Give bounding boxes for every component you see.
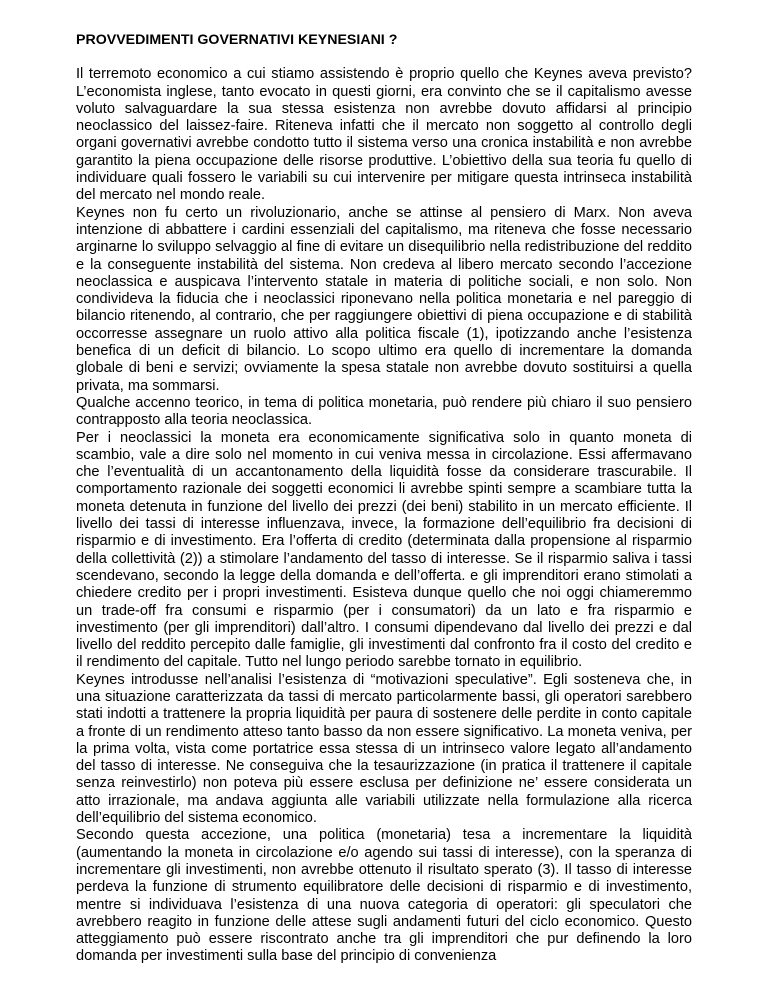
document-page — [76, 32, 692, 966]
paragraph-6: Secondo questa accezione, una politica (monetaria) tesa a incrementare la liquidità (aumentando la moneta in circolazione e/o agendo sui tassi di interesse), con la speranza di incrementare gli investimenti, non avrebbe ottenuto il risultato sperato (3). Il tasso di interesse perdeva la funzione di strumento equilibratore delle decisioni di risparmio e di investimento, mentre si individuava l’esistenza di una nuova categoria di operatori: gli speculatori che avrebbero reagito in funzione delle attese sugli andamenti futuri del ciclo economico. Questo atteggiamento può essere riscontrato anche tra gli imprenditori che pur definendo la loro domanda per investimenti sulla base del principio di convenienza — [76, 827, 692, 965]
paragraph-4: Per i neoclassici la moneta era economicamente significativa solo in quanto moneta di scambio, vale a dire solo nel momento in cui veniva messa in circolazione. Essi affermavano che l’eventualità di un accantonamento della liquidità fosse da considerare trascurabile. Il comportamento razionale dei soggetti economici li avrebbe spinti sempre a scambiare tutta la moneta detenuta in funzione del livello dei prezzi (dei beni) stabilito in un mercato efficiente. Il livello dei tassi di interesse influenzava, invece, la formazione dell’equilibrio fra decisioni di risparmio e di investimento. Era l’offerta di credito (determinata dalla propensione al risparmio della collettività (2)) a stimolare l’andamento del tasso di interesse. Se il risparmio saliva i tassi scendevano, secondo la legge della domanda e dell’offerta. e gli imprenditori erano stimolati a chiedere credito per i propri investimenti. Esisteva dunque quello che noi oggi chiameremmo un trade-off fra consumi e risparmio (per i consumatori) da un lato e fra risparmio e investimento (per gli imprenditori) dall’altro. I consumi dipendevano dal livello dei prezzi e dal livello del reddito percepito dalle famiglie, gli investimenti dal confronto fra il costo del credito e il rendimento del capitale. Tutto nel lungo periodo sarebbe tornato in equilibrio. — [76, 429, 692, 671]
paragraph-2: Keynes non fu certo un rivoluzionario, anche se attinse al pensiero di Marx. Non aveva intenzione di abbattere i cardini essenziali del capitalismo, ma riteneva che fosse necessario arginarne lo sviluppo selvaggio al fine di evitare un disequilibrio nella redistribuzione del reddito e la conseguente instabilità del sistema. Non credeva al libero mercato secondo l’accezione neoclassica e auspicava l’intervento statale in materia di politiche sociali, e non solo. Non condivideva la fiducia che i neoclassici riponevano nella politica monetaria e nel pareggio di bilancio ritenendo, al contrario, che per raggiungere obiettivi di piena occupazione e di stabilità occorresse assegnare un ruolo attivo alla politica fiscale (1), ipotizzando anche l’esistenza benefica di un deficit di bilancio. Lo scopo ultimo era quello di incrementare la domanda globale di beni e servizi; ovviamente la spesa statale non avrebbe dovuto sostituirsi a quella privata, ma sommarsi. — [76, 204, 692, 394]
document-title: PROVVEDIMENTI GOVERNATIVI KEYNESIANI ? — [76, 32, 398, 48]
paragraph-3: Qualche accenno teorico, in tema di politica monetaria, può rendere più chiaro il suo pensiero contrapposto alla teoria neoclassica. — [76, 394, 692, 429]
paragraph-1: Il terremoto economico a cui stiamo assistendo è proprio quello che Keynes aveva previsto? L’economista inglese, tanto evocato in questi giorni, era convinto che se il capitalismo avesse voluto salvaguardare la sua stessa esistenza non avrebbe dovuto affidarsi al principio neoclassico del laissez-faire. Riteneva infatti che il mercato non soggetto al controllo degli organi governativi avrebbe condotto tutto il sistema verso una cronica instabilità e non avrebbe garantito la piena occupazione delle risorse produttive. L’obiettivo della sua teoria fu quello di individuare quali fossero le variabili su cui intervenire per mitigare questa intrinseca instabilità del mercato nel mondo reale. — [76, 66, 692, 204]
paragraph-5: Keynes introdusse nell’analisi l’esistenza di “motivazioni speculative”. Egli sosteneva che, in una situazione caratterizzata da tassi di mercato particolarmente bassi, gli operatori sarebbero stati indotti a trattenere la propria liquidità per paura di sostenere delle perdite in conto capitale a fronte di un rendimento atteso tanto basso da non essere significativo. La moneta veniva, per la prima volta, vista come portatrice essa stessa di un intrinseco valore legato all’andamento del tasso di interesse. Ne conseguiva che la tesaurizzazione (in pratica il trattenere il capitale senza reinvestirlo) non poteva più essere esclusa per definizione ne’ essere considerata un atto irrazionale, ma andava aggiunta alle variabili utilizzate nella formulazione alla ricerca dell’equilibrio del sistema economico. — [76, 671, 692, 827]
